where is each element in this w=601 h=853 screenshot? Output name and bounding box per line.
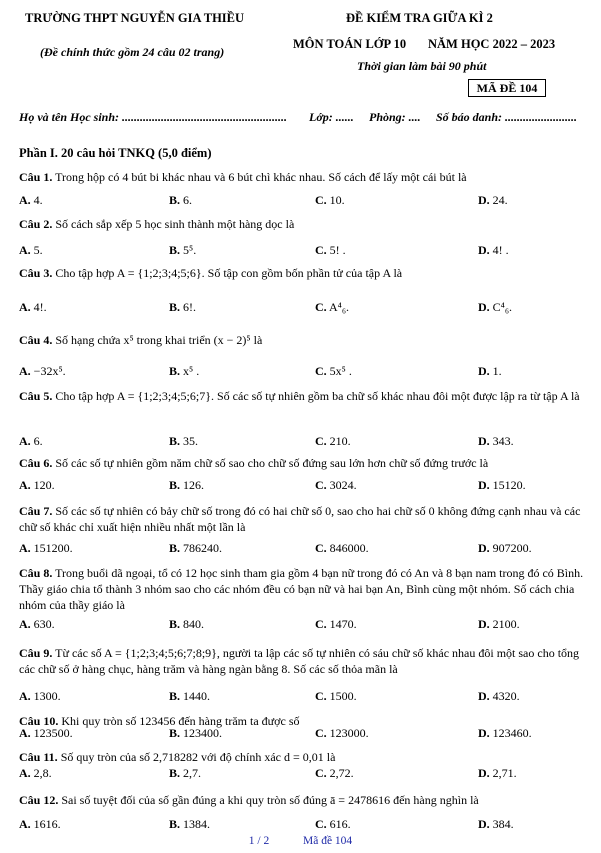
- question: [19, 503, 585, 535]
- option-letter: D.: [478, 726, 490, 740]
- option-letter: C.: [315, 726, 327, 740]
- answer-option[interactable]: [315, 478, 357, 493]
- option-letter: A.: [19, 478, 31, 492]
- option-value: 4! .: [492, 243, 509, 257]
- question-text: Trong hộp có 4 bút bi khác nhau và 6 bút chì khác nhau. Số cách để lấy một cái bút là: [55, 170, 467, 184]
- answer-option[interactable]: [169, 300, 196, 315]
- option-value: 907200.: [492, 541, 532, 555]
- option-letter: A.: [19, 726, 31, 740]
- question-label: Câu 6.: [19, 456, 53, 470]
- option-value: 123400.: [183, 726, 223, 740]
- option-letter: A.: [19, 193, 31, 207]
- option-letter: C.: [315, 689, 327, 703]
- option-value: 123000.: [329, 726, 369, 740]
- question-text: Trong buổi dã ngoại, tổ có 12 học sinh tham gia gồm 4 bạn nữ trong đó có An và 8 bạn nam trong đó có Bình. Thầy giáo chia tổ thành 3 nhóm sao cho các nhóm đều có bạn nữ và hai bạn An, Bình cùng một nhóm. Số cách chia nhóm của thầy giáo là: [19, 566, 584, 612]
- school-name: TRƯỜNG THPT NGUYỄN GIA THIỀU: [25, 11, 245, 25]
- option-letter: B.: [169, 300, 181, 314]
- answer-option[interactable]: [315, 243, 346, 258]
- option-value: 1616.: [33, 817, 61, 831]
- option-letter: D.: [478, 689, 490, 703]
- answer-option[interactable]: [169, 478, 204, 493]
- option-letter: D.: [478, 617, 490, 631]
- answer-option[interactable]: [19, 434, 43, 449]
- option-letter: B.: [169, 617, 181, 631]
- answer-option[interactable]: [19, 300, 47, 315]
- option-letter: B.: [169, 541, 181, 555]
- answer-option[interactable]: [169, 817, 210, 832]
- option-letter: A.: [19, 541, 31, 555]
- question-text: Số cách sắp xếp 5 học sinh thành một hàng dọc là: [55, 217, 295, 231]
- option-value: 6.: [33, 434, 43, 448]
- option-value: 123460.: [492, 726, 532, 740]
- answer-option[interactable]: [315, 617, 357, 632]
- page-number: 1 / 2: [248, 835, 270, 847]
- answer-option[interactable]: [315, 689, 357, 704]
- option-value: 1440.: [183, 689, 211, 703]
- footer-code: Mã đề 104: [303, 835, 353, 847]
- option-value: 630.: [33, 617, 55, 631]
- answer-option[interactable]: [19, 766, 52, 781]
- option-value: 2,72.: [329, 766, 354, 780]
- answer-option[interactable]: [169, 766, 201, 781]
- option-value: 210.: [329, 434, 351, 448]
- option-value: A⁴₆.: [329, 300, 350, 314]
- option-letter: B.: [169, 726, 181, 740]
- option-value: 5x⁵ .: [329, 364, 352, 378]
- answer-option[interactable]: [315, 193, 345, 208]
- answer-option[interactable]: [478, 817, 514, 832]
- question-label: Câu 3.: [19, 266, 53, 280]
- answer-option[interactable]: [169, 689, 210, 704]
- answer-option[interactable]: [19, 689, 61, 704]
- question: [19, 332, 585, 348]
- answer-option[interactable]: [169, 193, 192, 208]
- answer-option[interactable]: [478, 726, 532, 741]
- question-text: Số hạng chứa x⁵ trong khai triển (x − 2)⁵ là: [55, 333, 263, 347]
- option-value: 15120.: [492, 478, 526, 492]
- question: [19, 265, 585, 281]
- option-value: 846000.: [329, 541, 369, 555]
- question-label: Câu 4.: [19, 333, 53, 347]
- option-value: 2,7.: [183, 766, 202, 780]
- option-value: 35.: [183, 434, 199, 448]
- answer-option[interactable]: [19, 243, 43, 258]
- question-label: Câu 10.: [19, 714, 59, 728]
- option-value: 2100.: [492, 617, 520, 631]
- option-value: 24.: [492, 193, 508, 207]
- answer-option[interactable]: [169, 726, 222, 741]
- option-value: 1300.: [33, 689, 61, 703]
- option-letter: A.: [19, 766, 31, 780]
- question-label: Câu 7.: [19, 504, 53, 518]
- option-value: 120.: [33, 478, 55, 492]
- option-letter: D.: [478, 434, 490, 448]
- option-value: 6!.: [183, 300, 197, 314]
- option-value: 4.: [33, 193, 43, 207]
- question-text: Cho tập hợp A = {1;2;3;4;5;6;7}. Số các số tự nhiên gồm ba chữ số khác nhau đôi một được lập ra từ tập A là: [55, 389, 580, 403]
- option-value: 343.: [492, 434, 514, 448]
- question: [19, 455, 585, 471]
- answer-option[interactable]: [478, 478, 526, 493]
- option-letter: A.: [19, 300, 31, 314]
- question: [19, 645, 585, 677]
- answer-option[interactable]: [19, 478, 55, 493]
- page-footer: [0, 835, 601, 847]
- question-text: Cho tập hợp A = {1;2;3;4;5;6}. Số tập con gồm bốn phần tử của tập A là: [55, 266, 403, 280]
- option-value: 4!.: [33, 300, 47, 314]
- option-letter: A.: [19, 689, 31, 703]
- answer-option[interactable]: [478, 300, 512, 315]
- option-letter: D.: [478, 766, 490, 780]
- option-letter: C.: [315, 300, 327, 314]
- answer-option[interactable]: [478, 364, 502, 379]
- option-letter: C.: [315, 478, 327, 492]
- answer-options: [19, 243, 585, 259]
- answer-option[interactable]: [478, 434, 514, 449]
- section-title: Phần I. 20 câu hỏi TNKQ (5,0 điểm): [19, 146, 212, 160]
- question: [19, 169, 585, 185]
- option-letter: B.: [169, 689, 181, 703]
- option-letter: A.: [19, 243, 31, 257]
- answer-option[interactable]: [19, 193, 43, 208]
- answer-option[interactable]: [315, 434, 351, 449]
- answer-options: [19, 193, 585, 209]
- option-letter: A.: [19, 617, 31, 631]
- option-letter: C.: [315, 193, 327, 207]
- student-name-field: Họ và tên Học sinh: .......................................................: [19, 110, 288, 124]
- option-value: 6.: [183, 193, 193, 207]
- answer-options: [19, 541, 585, 557]
- option-letter: D.: [478, 300, 490, 314]
- option-value: 123500.: [33, 726, 73, 740]
- option-letter: C.: [315, 541, 327, 555]
- answer-option[interactable]: [315, 364, 352, 379]
- option-letter: D.: [478, 193, 490, 207]
- option-value: 2,71.: [492, 766, 517, 780]
- option-letter: D.: [478, 817, 490, 831]
- option-letter: B.: [169, 193, 181, 207]
- answer-options: [19, 817, 585, 833]
- option-letter: B.: [169, 364, 181, 378]
- question-text: Số quy tròn của số 2,718282 với độ chính xác d = 0,01 là: [60, 750, 336, 764]
- option-value: 126.: [183, 478, 205, 492]
- option-letter: C.: [315, 817, 327, 831]
- option-value: 616.: [329, 817, 351, 831]
- answer-option[interactable]: [478, 766, 517, 781]
- question: [19, 565, 585, 613]
- answer-options: [19, 364, 585, 380]
- option-value: 2,8.: [33, 766, 52, 780]
- question: [19, 749, 585, 765]
- option-letter: B.: [169, 817, 181, 831]
- option-value: 1470.: [329, 617, 357, 631]
- option-value: 5⁵.: [183, 243, 197, 257]
- option-value: 151200.: [33, 541, 73, 555]
- answer-option[interactable]: [19, 726, 73, 741]
- option-letter: C.: [315, 364, 327, 378]
- option-letter: B.: [169, 766, 181, 780]
- question-text: Số các số tự nhiên gồm năm chữ số sao cho chữ số đứng sau lớn hơn chữ số đứng trước là: [55, 456, 489, 470]
- option-value: C⁴₆.: [492, 300, 513, 314]
- room-field: Phòng: ....: [369, 110, 421, 124]
- question-text: Khi quy tròn số 123456 đến hàng trăm ta được số: [61, 714, 300, 728]
- question: [19, 388, 585, 404]
- option-letter: A.: [19, 364, 31, 378]
- exam-code-box: MÃ ĐỀ 104: [468, 79, 546, 97]
- option-letter: A.: [19, 434, 31, 448]
- answer-option[interactable]: [169, 243, 196, 258]
- answer-option[interactable]: [19, 817, 61, 832]
- answer-option[interactable]: [169, 541, 222, 556]
- option-letter: D.: [478, 478, 490, 492]
- exam-time: Thời gian làm bài 90 phút: [357, 59, 487, 73]
- option-value: 10.: [329, 193, 345, 207]
- question-text: Từ các số A = {1;2;3;4;5;6;7;8;9}, người ta lập các số tự nhiên có sáu chữ số khác nhau đôi một sao cho tổng các chữ số ở hàng chục, hàng trăm và hàng ngàn bằng 8. Số các số thỏa mãn là: [19, 646, 580, 676]
- answer-options: [19, 726, 585, 742]
- answer-option[interactable]: [478, 193, 508, 208]
- answer-option[interactable]: [315, 817, 351, 832]
- option-value: 384.: [492, 817, 514, 831]
- option-value: x⁵ .: [183, 364, 200, 378]
- question-text: Số các số tự nhiên có bảy chữ số trong đó có hai chữ số 0, sao cho hai chữ số 0 không đứng cạnh nhau và các chữ số khác chỉ xuất hiện nhiều nhất một lần là: [19, 504, 581, 534]
- answer-options: [19, 300, 585, 316]
- answer-options: [19, 689, 585, 705]
- answer-option[interactable]: [315, 300, 349, 315]
- question-label: Câu 8.: [19, 566, 53, 580]
- option-value: 5.: [33, 243, 43, 257]
- answer-option[interactable]: [478, 243, 509, 258]
- answer-option[interactable]: [19, 541, 73, 556]
- student-id-field: Số báo danh: ........................: [436, 110, 578, 124]
- answer-option[interactable]: [315, 726, 369, 741]
- option-value: 786240.: [183, 541, 223, 555]
- answer-options: [19, 434, 585, 450]
- question-label: Câu 1.: [19, 170, 53, 184]
- question-label: Câu 2.: [19, 217, 53, 231]
- option-value: 1.: [492, 364, 502, 378]
- option-letter: B.: [169, 434, 181, 448]
- answer-options: [19, 478, 585, 494]
- option-letter: B.: [169, 478, 181, 492]
- answer-option[interactable]: [169, 364, 199, 379]
- answer-option[interactable]: [478, 689, 520, 704]
- answer-option[interactable]: [169, 434, 198, 449]
- exam-year: NĂM HỌC 2022 – 2023: [428, 37, 556, 51]
- option-letter: D.: [478, 541, 490, 555]
- option-letter: D.: [478, 243, 490, 257]
- option-value: 5! .: [329, 243, 346, 257]
- question-text: Sai số tuyệt đối của số gần đúng a khi quy tròn số đúng ā = 2478616 đến hàng nghìn là: [61, 793, 479, 807]
- answer-options: [19, 766, 585, 782]
- option-letter: C.: [315, 766, 327, 780]
- option-letter: C.: [315, 434, 327, 448]
- answer-option[interactable]: [169, 617, 204, 632]
- option-value: −32x⁵.: [33, 364, 66, 378]
- question: [19, 792, 585, 808]
- exam-note: (Đề chính thức gồm 24 câu 02 trang): [40, 45, 225, 59]
- option-letter: A.: [19, 817, 31, 831]
- answer-option[interactable]: [19, 617, 55, 632]
- question-label: Câu 5.: [19, 389, 53, 403]
- option-value: 840.: [183, 617, 205, 631]
- option-value: 1500.: [329, 689, 357, 703]
- answer-option[interactable]: [19, 364, 66, 379]
- question-label: Câu 12.: [19, 793, 59, 807]
- option-letter: C.: [315, 617, 327, 631]
- option-value: 3024.: [329, 478, 357, 492]
- option-value: 4320.: [492, 689, 520, 703]
- question-label: Câu 9.: [19, 646, 53, 660]
- answer-option[interactable]: [315, 541, 369, 556]
- exam-subject: MÔN TOÁN LỚP 10: [293, 37, 407, 51]
- option-letter: C.: [315, 243, 327, 257]
- option-letter: D.: [478, 364, 490, 378]
- question-label: Câu 11.: [19, 750, 58, 764]
- answer-option[interactable]: [315, 766, 354, 781]
- answer-option[interactable]: [478, 541, 532, 556]
- answer-options: [19, 617, 585, 633]
- answer-option[interactable]: [478, 617, 520, 632]
- option-letter: B.: [169, 243, 181, 257]
- option-value: 1384.: [183, 817, 211, 831]
- exam-title: ĐỀ KIỂM TRA GIỮA KÌ 2: [346, 11, 493, 25]
- class-field: Lớp: ......: [309, 110, 354, 124]
- question: [19, 216, 585, 232]
